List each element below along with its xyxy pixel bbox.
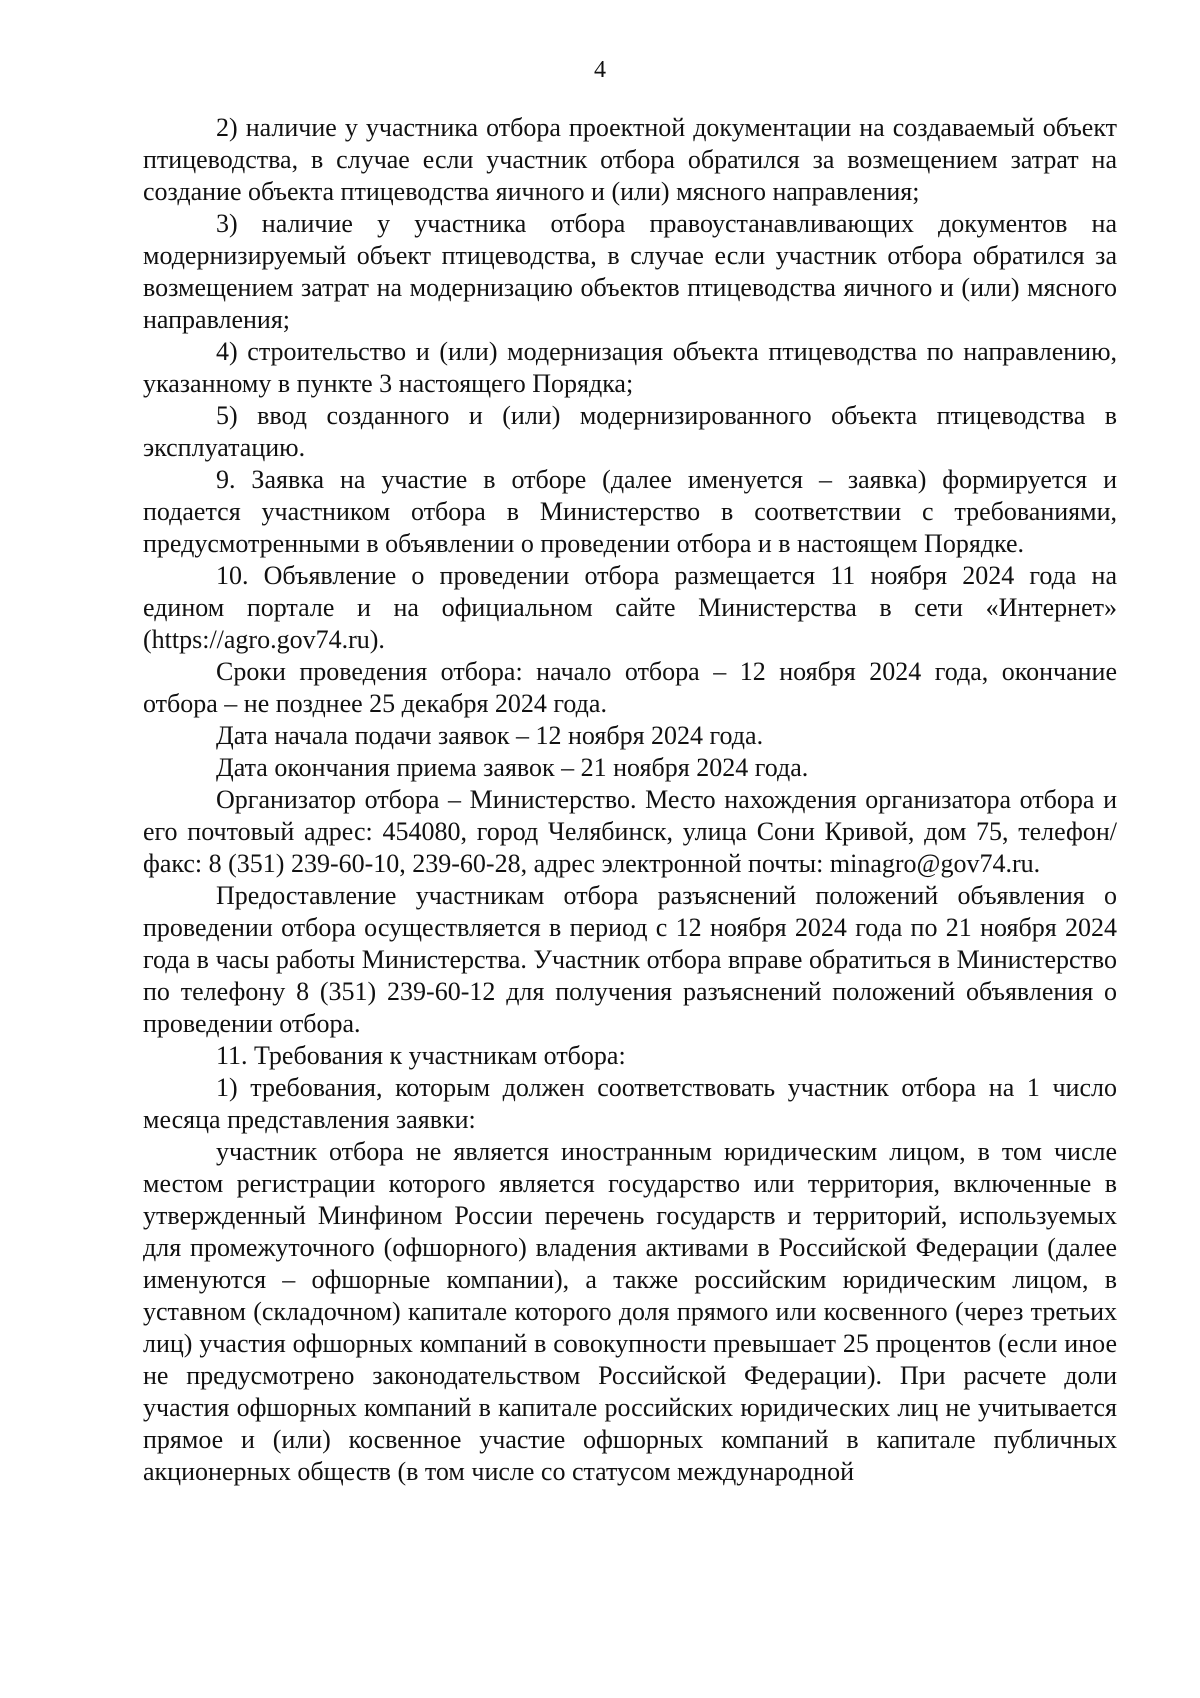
- paragraph-clause-9: 9. Заявка на участие в отборе (далее именуется – заявка) формируется и подается участником отбора в Министерство в соответствии с требованиями, предусмотренными в объявлении о проведении отбора и в настоящем Порядке.: [143, 465, 1117, 558]
- document-body: [143, 112, 1117, 1488]
- paragraph-item-2: 2) наличие у участника отбора проектной документации на создаваемый объект птицеводства, в случае если участник отбора обратился за возмещением затрат на создание объекта птицеводства яичного и (или) мясного направления;: [143, 113, 1117, 206]
- paragraph-item-3: 3) наличие у участника отбора правоустанавливающих документов на модернизируемый объект птицеводства, в случае если участник отбора обратился за возмещением затрат на модернизацию объектов птицеводства яичного и (или) мясного направления;: [143, 209, 1117, 334]
- paragraph-submission-start: Дата начала подачи заявок – 12 ноября 2024 года.: [216, 721, 764, 750]
- paragraph-item-5: 5) ввод созданного и (или) модернизированного объекта птицеводства в эксплуатацию.: [143, 401, 1117, 462]
- paragraph-clause-11: 11. Требования к участникам отбора:: [216, 1041, 626, 1070]
- paragraph-organizer: Организатор отбора – Министерство. Место нахождения организатора отбора и его почтовый адрес: 454080, город Челябинск, улица Сони Кривой, дом 75, телефон/факс: 8 (351) 239-60-10, 239-60-28, адрес электронной почты: minagro@gov74.ru.: [143, 785, 1117, 878]
- paragraph-clause-10: 10. Объявление о проведении отбора размещается 11 ноября 2024 года на едином портале и на официальном сайте Министерства в сети «Интернет» (https://agro.gov74.ru).: [143, 561, 1117, 654]
- paragraph-selection-dates: Сроки проведения отбора: начало отбора – 12 ноября 2024 года, окончание отбора – не позднее 25 декабря 2024 года.: [143, 657, 1117, 718]
- paragraph-offshore: участник отбора не является иностранным юридическим лицом, в том числе местом регистрации которого является государство или территория, включенные в утвержденный Минфином России перечень государств и территорий, используемых для промежуточного (офшорного) владения активами в Российской Федерации (далее именуются – офшорные компании), а также российским юридическим лицом, в уставном (складочном) капитале которого доля прямого или косвенного (через третьих лиц) участия офшорных компаний в совокупности превышает 25 процентов (если иное не предусмотрено законодательством Российской Федерации). При расчете доли участия офшорных компаний в капитале российских юридических лиц не учитывается прямое и (или) косвенное участие офшорных компаний в капитале публичных акционерных обществ (в том числе со статусом международной: [143, 1137, 1117, 1486]
- page-number: 4: [594, 57, 606, 83]
- paragraph-submission-end: Дата окончания приема заявок – 21 ноября 2024 года.: [216, 753, 809, 782]
- paragraph-clarifications: Предоставление участникам отбора разъяснений положений объявления о проведении отбора осуществляется в период с 12 ноября 2024 года по 21 ноября 2024 года в часы работы Министерства. Участник отбора вправе обратиться в Министерство по телефону 8 (351) 239-60-12 для получения разъяснений положений объявления о проведении отбора.: [143, 881, 1117, 1038]
- paragraph-requirement-1: 1) требования, которым должен соответствовать участник отбора на 1 число месяца представления заявки:: [143, 1073, 1117, 1134]
- paragraph-item-4: 4) строительство и (или) модернизация объекта птицеводства по направлению, указанному в пункте 3 настоящего Порядка;: [143, 337, 1117, 398]
